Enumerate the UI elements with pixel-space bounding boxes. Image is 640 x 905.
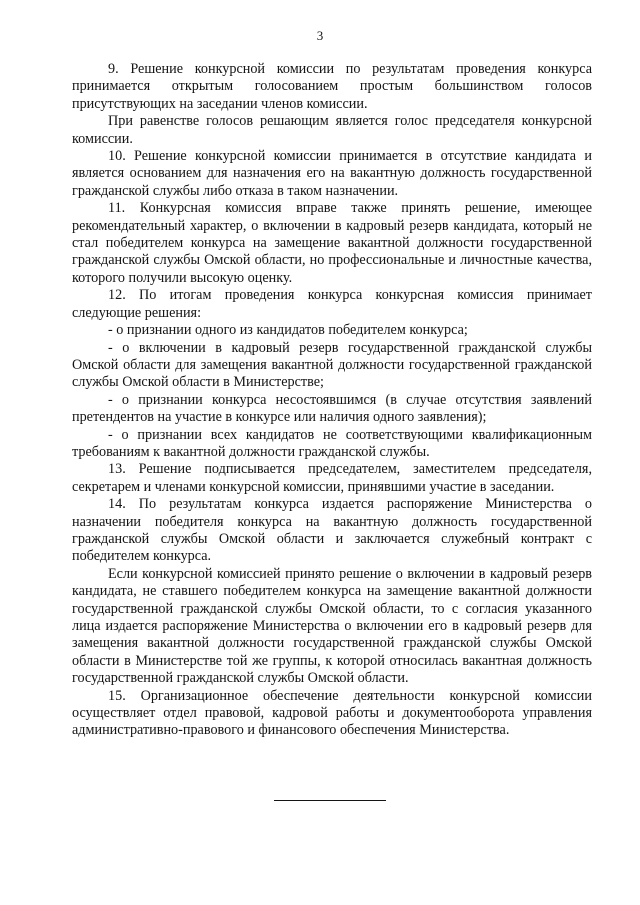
paragraph-14: 14. По результатам конкурса издается распоряжение Министерства о назначении победителя конкурса на вакантную должность государственной гражданской службы Омской области и заключается служебный контракт с победителем конкурса. — [72, 496, 592, 565]
paragraph-11: 11. Конкурсная комиссия вправе также принять решение, имеющее рекомендательный характер, о включении в кадровый резерв кандидата, который не стал победителем конкурса на замещение вакантной должности государственной гражданской службы Омской области, но профессиональные и личностные качества, которого получили высокую оценку. — [72, 200, 592, 286]
decision-item-failed-contest: - о признании конкурса несостоявшимся (в случае отсутствия заявлений претендентов на участие в конкурсе или наличия одного заявления); — [72, 391, 592, 426]
document-body — [72, 61, 592, 740]
paragraph-15: 15. Организационное обеспечение деятельности конкурсной комиссии осуществляет отдел правовой, кадровой работы и документооборота управления административно-правового и финансового обеспечения Министерства. — [72, 687, 592, 739]
paragraph-14-reserve: Если конкурсной комиссией принято решение о включении в кадровый резерв кандидата, не ставшего победителем конкурса на замещение вакантной должности государственной гражданской службы Омской области, то с согласия указанного лица издается распоряжение Министерства о включении его в кадровый резерв для замещения вакантной должности государственной гражданской службы Омской области в Министерстве той же группы, к которой относилась вакантная должность государственной гражданской службы Омской области. — [72, 565, 592, 687]
paragraph-12: 12. По итогам проведения конкурса конкурсная комиссия принимает следующие решения: — [72, 287, 592, 321]
decision-item-reserve: - о включении в кадровый резерв государственной гражданской службы Омской области для замещения вакантной должности государственной гражданской службы Омской области в Министерстве; — [72, 339, 592, 391]
paragraph-13: 13. Решение подписывается председателем, заместителем председателя, секретарем и членами конкурсной комиссии, принявшими участие в заседании. — [72, 461, 592, 495]
decision-item-winner: - о признании одного из кандидатов победителем конкурса; — [108, 322, 468, 339]
paragraph-9-tie-vote: При равенстве голосов решающим является голос председателя конкурсной комиссии. — [72, 113, 592, 147]
closing-rule — [274, 800, 386, 801]
decision-item-all-unqualified: - о признании всех кандидатов не соответствующими квалификационным требованиям к вакантной должности гражданской службы. — [72, 426, 592, 460]
paragraph-9: 9. Решение конкурсной комиссии по результатам проведения конкурса принимается открытым голосованием простым большинством голосов присутствующих на заседании членов комиссии. — [72, 61, 592, 112]
paragraph-10: 10. Решение конкурсной комиссии принимается в отсутствие кандидата и является основанием для назначения его на вакантную должность государственной гражданской службы либо отказа в таком назначении. — [72, 148, 592, 199]
page-number: 3 — [316, 28, 324, 43]
